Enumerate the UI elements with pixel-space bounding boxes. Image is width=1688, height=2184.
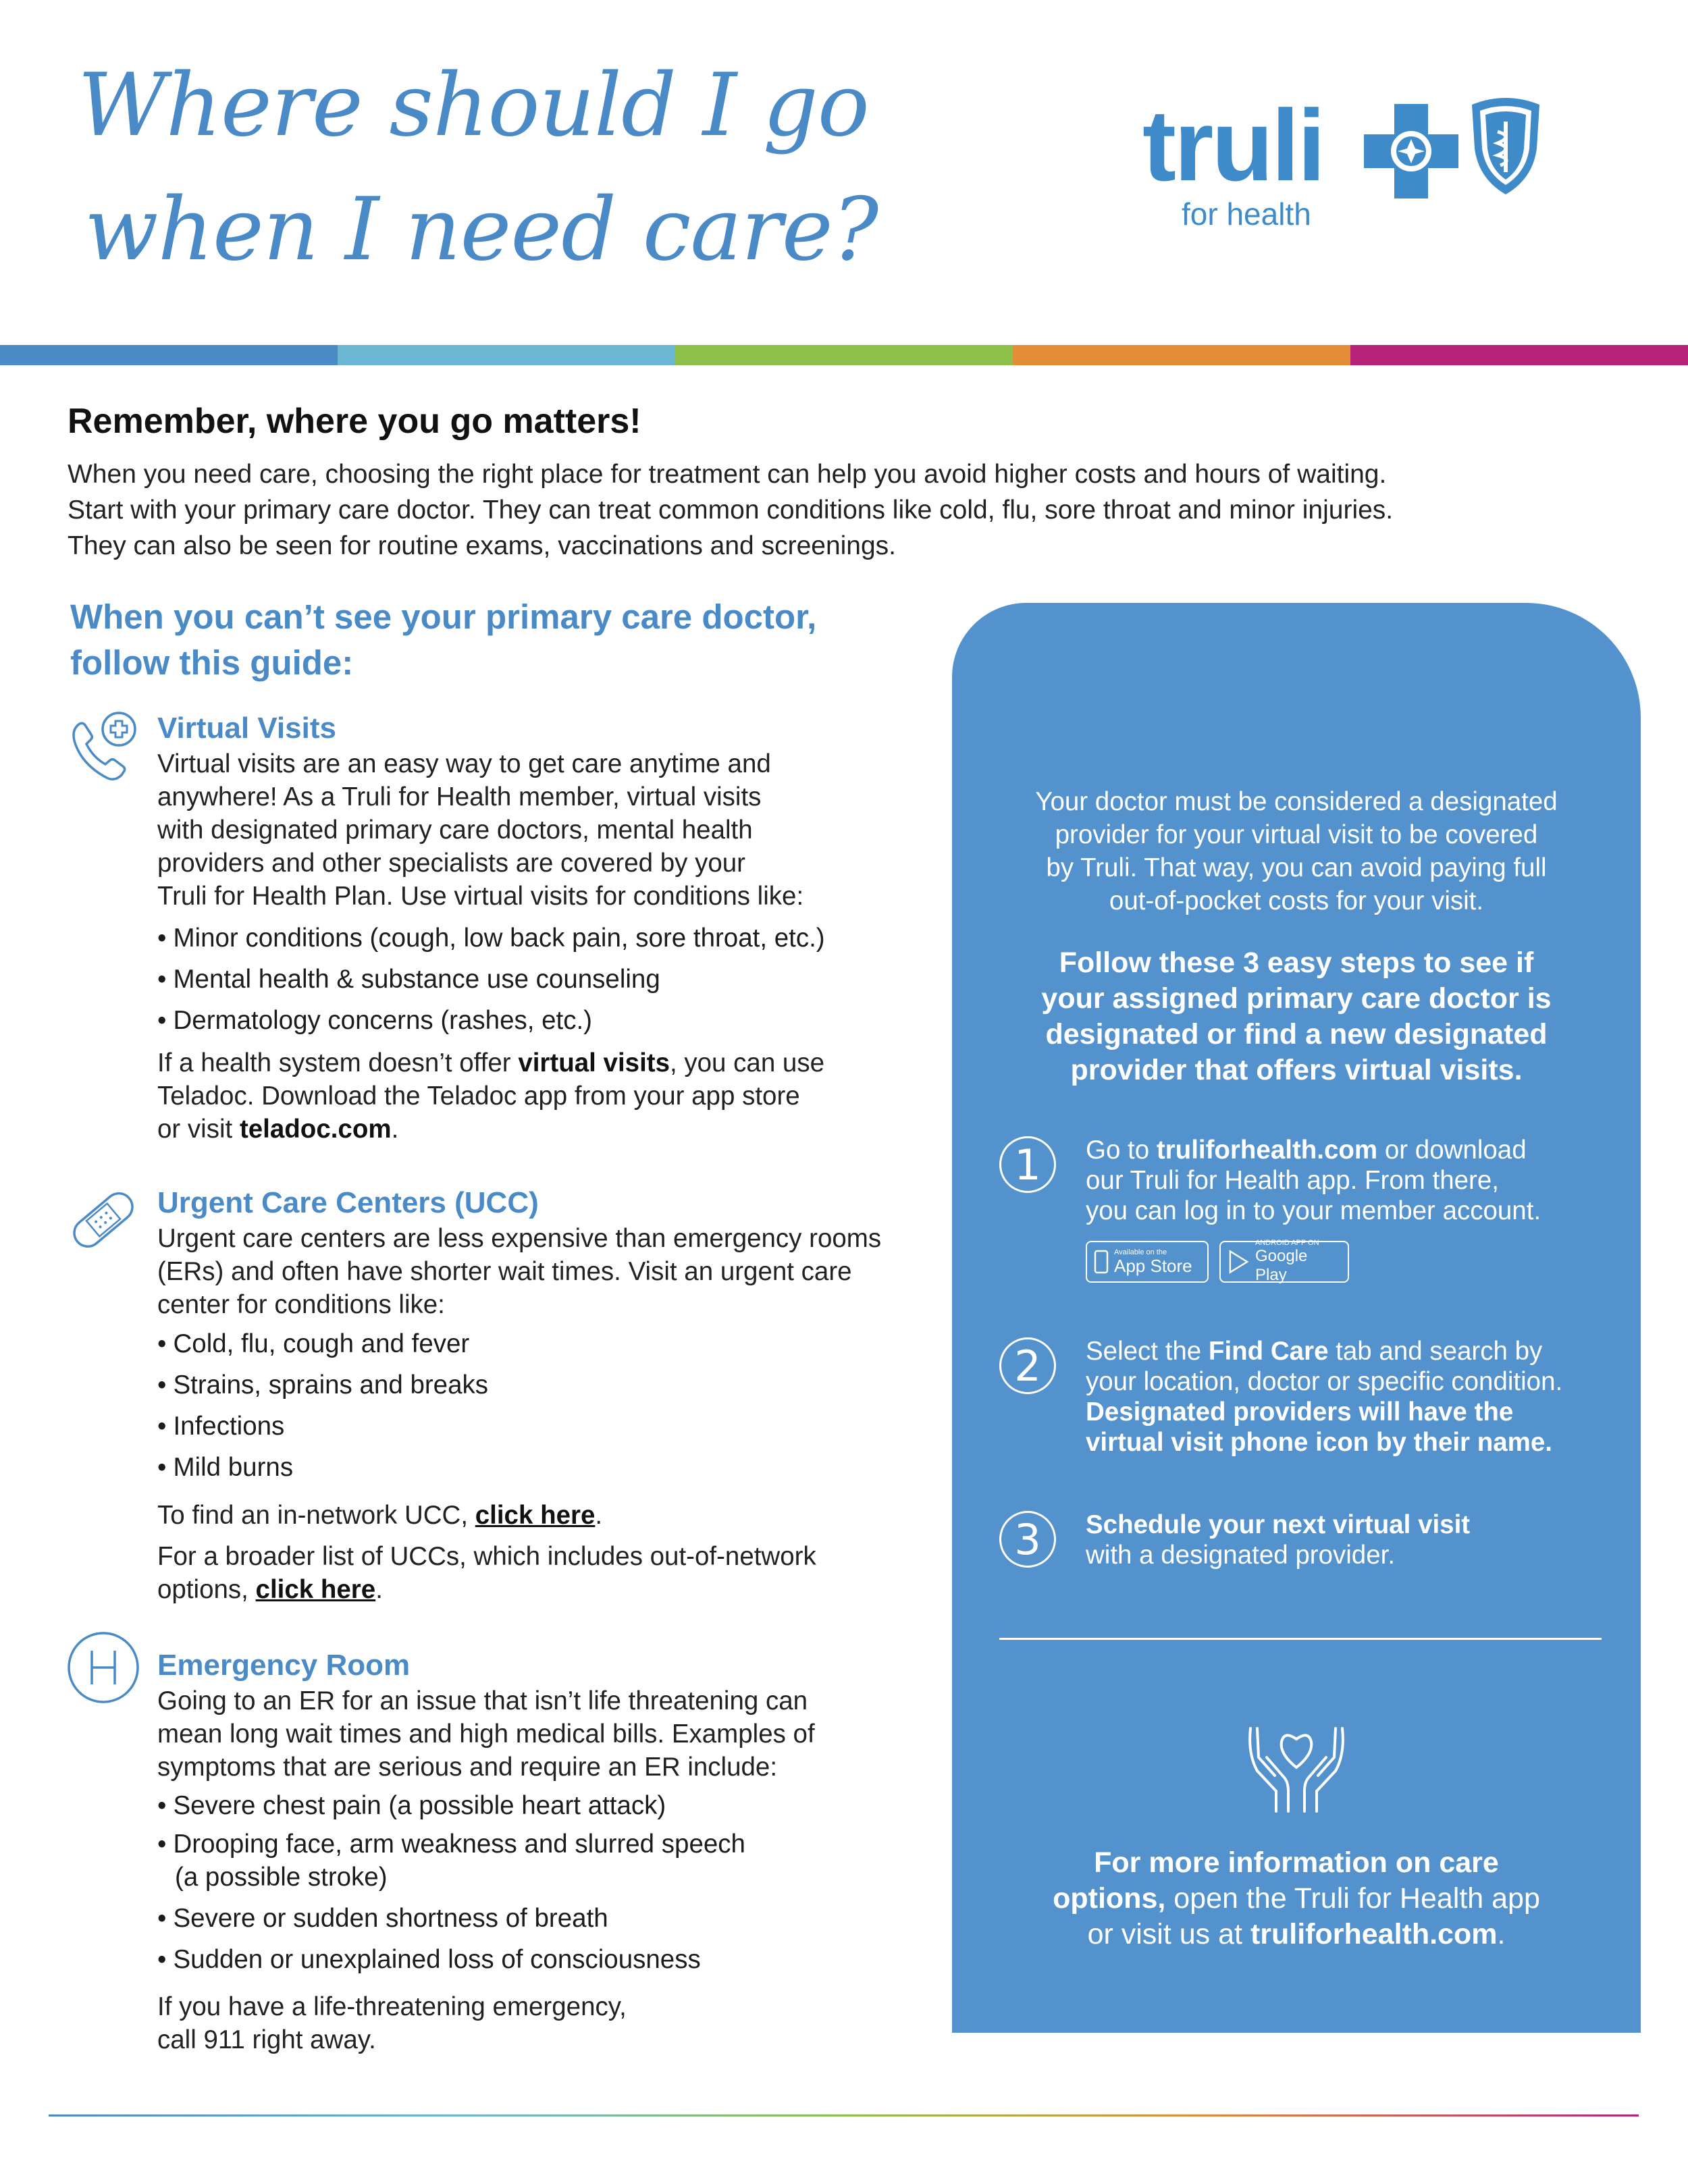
- app-store-button[interactable]: Available on the App Store: [1086, 1241, 1209, 1283]
- list-item: • Sudden or unexplained loss of consciousness: [157, 1945, 701, 1974]
- ucc-line: Urgent care centers are less expensive than emergency rooms: [157, 1224, 882, 1253]
- page-title: [78, 44, 878, 292]
- panel-divider: [999, 1638, 1602, 1640]
- urgent-care-description: [157, 1222, 881, 1321]
- guide-heading-line: When you can’t see your primary care doctor,: [70, 597, 817, 636]
- virtual-line: with designated primary care doctors, mental health: [157, 816, 753, 845]
- list-item: • Drooping face, arm weakness and slurred speech (a possible stroke): [157, 1830, 745, 1892]
- truliforhealth-link[interactable]: truliforhealth.com: [1156, 1136, 1378, 1165]
- emergency-room-title: Emergency Room: [157, 1649, 411, 1682]
- list-item: • Infections: [157, 1412, 285, 1441]
- urgent-care-title: Urgent Care Centers (UCC): [157, 1186, 539, 1219]
- er-line: Going to an ER for an issue that isn’t life threatening can: [157, 1686, 808, 1715]
- er-symptoms-list: [157, 1789, 745, 1984]
- blue-cross-icon: [1364, 104, 1458, 198]
- intro-heading: Remember, where you go matters!: [68, 402, 641, 441]
- er-line: mean long wait times and high medical bills. Examples of: [157, 1720, 815, 1749]
- er-footer-note: If you have a life-threatening emergency, call 911 right away.: [157, 1992, 627, 2054]
- virtual-visits-bold: virtual visits: [518, 1048, 670, 1077]
- teladoc-link[interactable]: teladoc.com: [239, 1115, 392, 1144]
- google-play-button[interactable]: ANDROID APP ON Google Play: [1219, 1241, 1349, 1283]
- intro-line: They can also be seen for routine exams, vaccinations and screenings.: [68, 531, 897, 560]
- virtual-visits-title: Virtual Visits: [157, 712, 336, 745]
- logo-wordmark: truli: [1142, 88, 1324, 202]
- guide-heading-line: follow this guide:: [70, 643, 354, 682]
- er-line: symptoms that are serious and require an ER include:: [157, 1753, 778, 1782]
- step-number: 3: [999, 1511, 1056, 1568]
- ucc-find-links: To find an in-network UCC, click here. For a broader list of UCCs, which includes out-of-network options, click here.: [157, 1501, 816, 1604]
- heart-hands-icon: [1242, 1720, 1350, 1815]
- list-item: • Severe chest pain (a possible heart attack): [157, 1791, 666, 1820]
- in-network-ucc-link[interactable]: click here: [475, 1501, 596, 1530]
- phone-icon: [1094, 1250, 1109, 1274]
- virtual-conditions-list: [157, 922, 825, 1045]
- designated-provider-panel: [952, 603, 1641, 2033]
- list-item: • Cold, flu, cough and fever: [157, 1329, 470, 1358]
- guide-heading: [70, 594, 816, 686]
- ucc-line: center for conditions like:: [157, 1290, 445, 1319]
- virtual-line: Virtual visits are an easy way to get care anytime and: [157, 749, 771, 778]
- virtual-line: anywhere! As a Truli for Health member, virtual visits: [157, 782, 762, 811]
- title-line-1: Where should I go: [78, 55, 869, 156]
- panel-intro: Your doctor must be considered a designated provider for your virtual visit to be covered by Truli. That way, you can avoid paying full out-of-pocket costs for your visit.: [1035, 787, 1558, 915]
- teladoc-note: If a health system doesn’t offer virtual visits, you can use Teladoc. Download the Teladoc app from your app store or visit teladoc.com.: [157, 1048, 825, 1144]
- intro-line: Start with your primary care doctor. They can treat common conditions like cold, flu, sore throat and minor injuries.: [68, 496, 1394, 525]
- broad-ucc-list-link[interactable]: click here: [255, 1575, 376, 1604]
- intro-line: When you need care, choosing the right place for treatment can help you avoid higher costs and hours of waiting.: [68, 460, 1387, 489]
- panel-footer: For more information on care options, open the Truli for Health app or visit us at truliforhealth.com.: [1053, 1846, 1540, 1950]
- blue-shield-icon: [1465, 95, 1546, 196]
- emergency-room-description: [157, 1684, 815, 1784]
- hospital-h-icon: [66, 1630, 140, 1705]
- list-item: • Minor conditions (cough, low back pain, sore throat, etc.): [157, 924, 825, 953]
- list-item: • Dermatology concerns (rashes, etc.): [157, 1006, 592, 1035]
- bandage-icon: [66, 1183, 140, 1257]
- virtual-visits-description: [157, 747, 803, 913]
- logo-tagline: for health: [1182, 196, 1311, 232]
- phone-medical-icon: [66, 710, 140, 784]
- title-line-2: when I need care?: [84, 180, 878, 280]
- list-item: • Mild burns: [157, 1453, 294, 1482]
- color-band: [0, 345, 1688, 365]
- list-item: • Strains, sprains and breaks: [157, 1370, 488, 1400]
- step-number: 2: [999, 1337, 1056, 1394]
- bottom-rule: [49, 2114, 1639, 2116]
- intro-paragraph: [68, 456, 1620, 564]
- truliforhealth-footer-link[interactable]: truliforhealth.com: [1250, 1918, 1498, 1950]
- ucc-line: (ERs) and often have shorter wait times. Visit an urgent care: [157, 1257, 852, 1286]
- list-item: • Mental health & substance use counseling: [157, 965, 660, 994]
- steps-heading: Follow these 3 easy steps to see if your assigned primary care doctor is designated or find a new designated provider that offers virtual visits.: [1041, 947, 1552, 1086]
- virtual-line: providers and other specialists are covered by your: [157, 849, 745, 878]
- truli-logo: [1134, 88, 1566, 243]
- step-text: Schedule your next virtual visit with a designated provider.: [1086, 1510, 1471, 1570]
- step-number: 1: [999, 1136, 1056, 1193]
- ucc-conditions-list: [157, 1327, 488, 1492]
- app-store-badges: [1086, 1241, 1349, 1283]
- list-item: • Severe or sudden shortness of breath: [157, 1904, 608, 1933]
- step-text: Go to truliforhealth.com or download our Truli for Health app. From there, you can log in to your member account.: [1086, 1136, 1541, 1225]
- virtual-line: Truli for Health Plan. Use virtual visits for conditions like:: [157, 882, 804, 911]
- play-icon: [1228, 1249, 1250, 1275]
- step-text: Select the Find Care tab and search by your location, doctor or specific condition. Designated providers will have the virtual visit phone icon by their name.: [1086, 1337, 1563, 1457]
